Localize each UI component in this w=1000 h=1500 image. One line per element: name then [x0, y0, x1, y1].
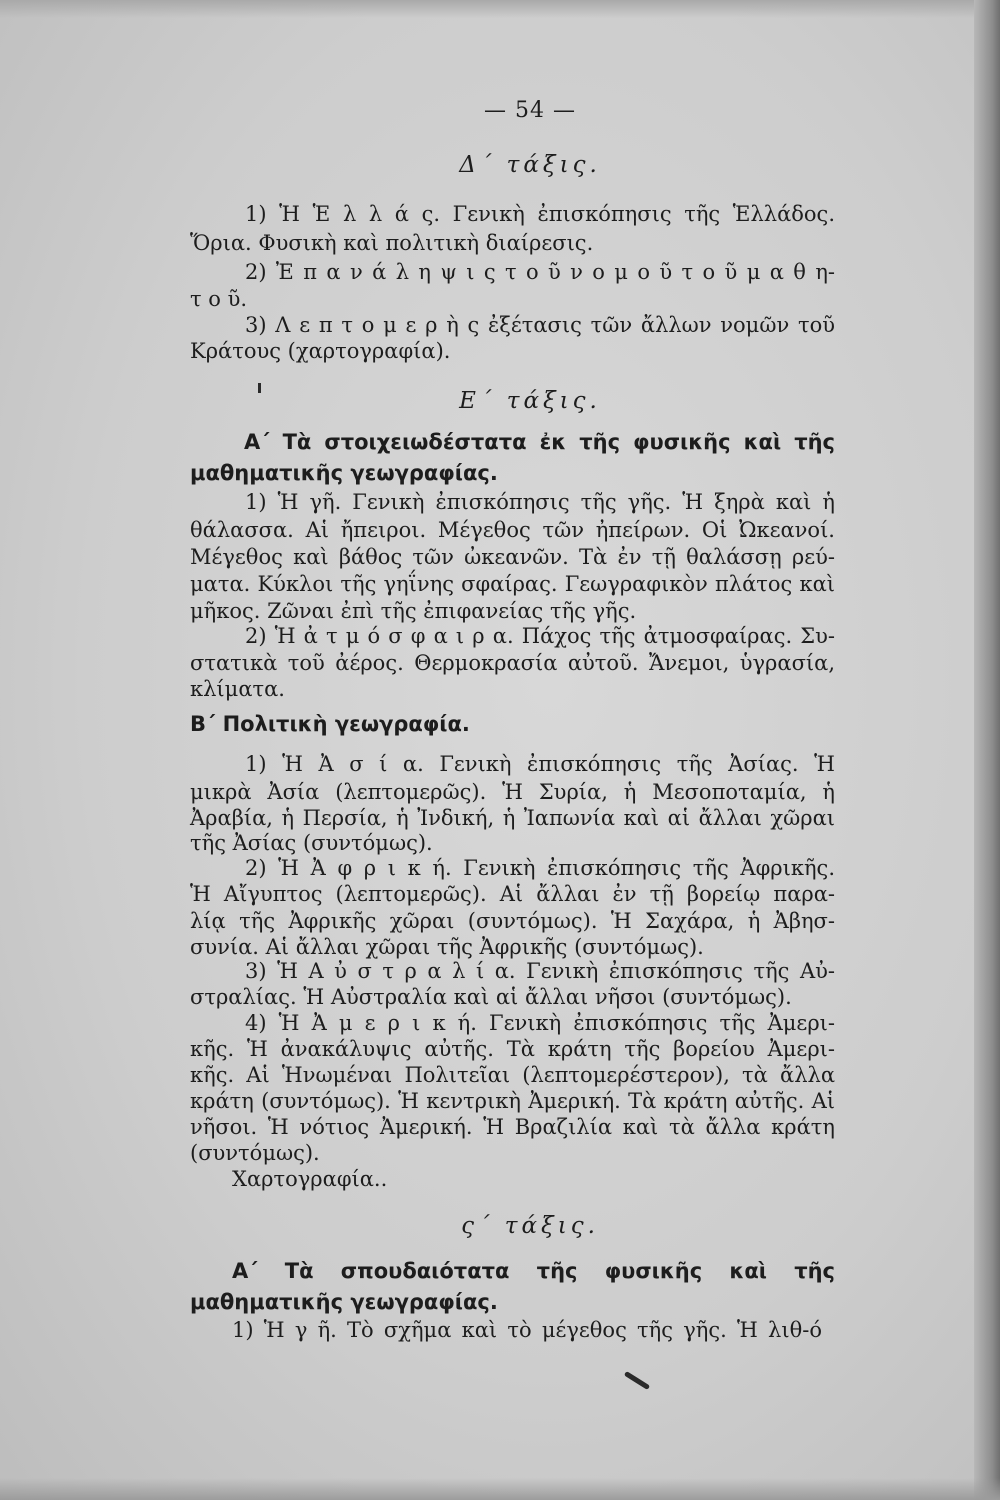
e-b-title: Β΄ Πολιτικὴ γεωγραφία.: [190, 712, 470, 736]
e-b-line-6: Ἡ Αἴγυπτος (λεπτομερῶς). Αἱ ἄλλαι ἐν τῇ βορείῳ παρα-: [190, 882, 835, 906]
e-a-line-5: μῆκος. Ζῶναι ἐπὶ τῆς ἐπιφανείας τῆς γῆς.: [190, 599, 637, 623]
d-line-3: 2) Ἐ π α ν ά λ η ψ ι ς τ ο ῦ ν ο μ ο ῦ τ ο ῦ μ α θ η-: [245, 260, 835, 284]
e-b-line-15: νῆσοι. Ἡ νότιος Ἀμερική. Ἡ Βραζιλία καὶ τὰ ἄλλα κράτη: [190, 1115, 835, 1139]
e-a-line-7: στατικὰ τοῦ ἀέρος. Θερμοκρασία αὐτοῦ. Ἄνεμοι, ὑγρασία,: [190, 651, 835, 675]
s-line-1: 1) Ἡ γ ῆ. Τὸ σχῆμα καὶ τὸ μέγεθος τῆς γῆς. Ἡ λιθ-ό: [232, 1318, 822, 1342]
e-a-line-2: θάλασσα. Αἱ ἤπειροι. Μέγεθος τῶν ἠπείρων. Οἱ Ὠκεανοί.: [190, 518, 835, 542]
e-b-line-9: 3) Ἡ Α ὐ σ τ ρ α λ ί α. Γενικὴ ἐπισκόπησις τῆς Αὐ-: [245, 959, 835, 983]
e-a-line-8: κλίματα.: [190, 677, 285, 701]
e-b-line-8: συνία. Αἱ ἄλλαι χῶραι τῆς Ἀφρικῆς (συντόμως).: [190, 935, 704, 959]
section-heading-e: Ε΄ τάξις.: [459, 388, 601, 414]
e-b-line-2: μικρὰ Ἀσία (λεπτομερῶς). Ἡ Συρία, ἡ Μεσοποταμία, ἡ: [190, 780, 835, 804]
d-line-4: τ ο ῦ.: [190, 287, 248, 311]
e-b-line-4: τῆς Ἀσίας (συντόμως).: [190, 831, 433, 855]
d-line-2: Ὅρια. Φυσικὴ καὶ πολιτικὴ διαίρεσις.: [190, 231, 594, 255]
e-b-line-13: κῆς. Αἱ Ἡνωμέναι Πολιτεῖαι (λεπτομερέστερον), τὰ ἄλλα: [190, 1063, 835, 1087]
ink-speck: [258, 383, 261, 393]
e-b-line-14: κράτη (συντόμως). Ἡ κεντρικὴ Ἀμερική. Τὰ κράτη αὐτῆς. Αἱ: [190, 1089, 835, 1113]
e-b-line-10: στραλίας. Ἡ Αὐστραλία καὶ αἱ ἄλλαι νῆσοι (συντόμως).: [190, 985, 792, 1009]
e-b-line-1: 1) Ἡ Ἀ σ ί α. Γενικὴ ἐπισκόπησις τῆς Ἀσίας. Ἡ: [245, 752, 835, 776]
d-line-5: 3) Λ ε π τ ο μ ε ρ ὴ ς ἐξέτασις τῶν ἄλλων νομῶν τοῦ: [245, 313, 835, 337]
section-heading-d: Δ΄ τάξις.: [459, 152, 601, 178]
page-shadow-right: [974, 0, 1000, 1500]
e-a-line-6: 2) Ἡ ἀ τ μ ό σ φ α ι ρ α. Πάχος τῆς ἀτμοσφαίρας. Συ-: [245, 624, 835, 648]
page-number: — 54 —: [484, 98, 576, 123]
e-b-line-5: 2) Ἡ Ἀ φ ρ ι κ ή. Γενικὴ ἐπισκόπησις τῆς Ἀφρικῆς.: [245, 856, 835, 880]
s-a-title: Α΄ Τὰ σπουδαιότατα τῆς φυσικῆς καὶ τῆς μαθηματικῆς γεωγραφίας.: [190, 1259, 835, 1314]
page-shadow-top: [0, 0, 1000, 18]
e-a-title: Α΄ Τὰ στοιχειωδέστατα ἐκ τῆς φυσικῆς καὶ τῆς μαθηματικῆς γεωγραφίας.: [190, 430, 835, 485]
page-shadow-bottom: [0, 1478, 1000, 1500]
e-a-line-4: ματα. Κύκλοι τῆς γηΐνης σφαίρας. Γεωγραφικὸν πλάτος καὶ: [190, 572, 835, 596]
e-a-line-3: Μέγεθος καὶ βάθος τῶν ὠκεανῶν. Τὰ ἐν τῇ θαλάσσῃ ρεύ-: [190, 545, 835, 569]
e-b-line-7: λίᾳ τῆς Ἀφρικῆς χῶραι (συντόμως). Ἡ Σαχάρα, ἡ Ἀβησ-: [190, 909, 835, 933]
e-b-line-17: Χαρτογραφία..: [232, 1167, 388, 1191]
e-b-line-3: Ἀραβία, ἡ Περσία, ἡ Ἰνδική, ἡ Ἰαπωνία καὶ αἱ ἄλλαι χῶραι: [190, 806, 835, 830]
e-b-line-16: (συντόμως).: [190, 1141, 320, 1165]
d-line-6: Κράτους (χαρτογραφία).: [190, 339, 451, 363]
d-line-1: 1) Ἡ Ἑ λ λ ά ς. Γενικὴ ἐπισκόπησις τῆς Ἑλλάδος.: [245, 202, 835, 226]
ink-mark: [624, 1371, 650, 1390]
e-b-line-11: 4) Ἡ Ἀ μ ε ρ ι κ ή. Γενικὴ ἐπισκόπησις τῆς Ἀμερι-: [245, 1011, 835, 1035]
section-heading-s: ς΄ τάξις.: [461, 1213, 599, 1239]
e-b-line-12: κῆς. Ἡ ἀνακάλυψις αὐτῆς. Τὰ κράτη τῆς βορείου Ἀμερι-: [190, 1037, 835, 1061]
e-a-line-1: 1) Ἡ γῆ. Γενικὴ ἐπισκόπησις τῆς γῆς. Ἡ ξηρὰ καὶ ἡ: [245, 490, 835, 514]
